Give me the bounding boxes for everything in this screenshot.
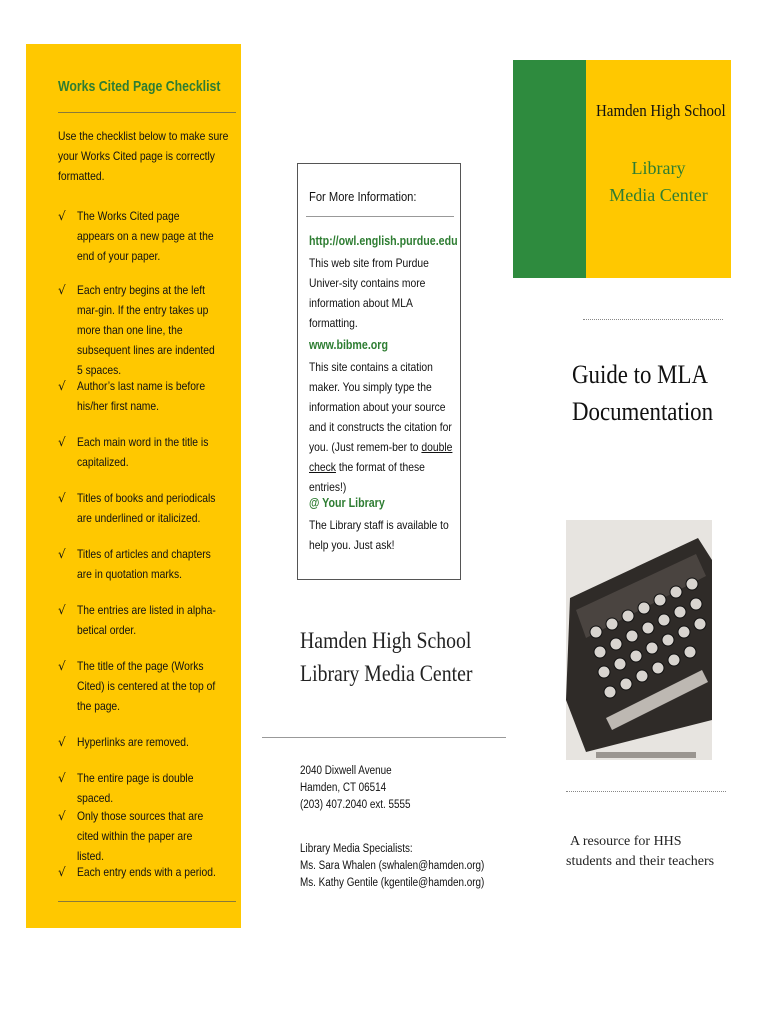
divider <box>262 737 506 738</box>
guide-title-line1: Guide to MLA <box>572 360 709 389</box>
bibme-text-part2: the format of these entries!) <box>309 460 425 494</box>
check-mark-icon: √ <box>58 283 66 297</box>
specialists-block <box>300 841 489 892</box>
school-name <box>300 624 489 690</box>
list-item-text: Titles of books and periodicals are underlined or italicized. <box>77 491 216 525</box>
double-check-text: double check <box>309 440 453 474</box>
info-title: For More Information: <box>309 189 417 204</box>
bibme-text-part1: This site contains a citation maker. You simply type the information about your source and it constructs the citation for you. (Just remem-ber to <box>309 360 452 454</box>
list-item-text: The entries are listed in alpha-betical order. <box>77 603 216 637</box>
specialist-gentile: Ms. Kathy Gentile (kgentile@hamden.org) <box>300 877 485 889</box>
list-item-text: Each entry begins at the left mar-gin. If the entry takes up more than one line, the subsequent lines are indented 5 spaces. <box>77 283 215 377</box>
check-mark-icon: √ <box>58 865 66 879</box>
specialist-whalen: Ms. Sara Whalen (swhalen@hamden.org) <box>300 860 485 872</box>
cover-media-center <box>586 155 731 209</box>
checklist-panel <box>26 44 241 928</box>
list-item-text: Titles of articles and chapters are in quotation marks. <box>77 547 211 581</box>
address-street: 2040 Dixwell Avenue <box>300 765 392 777</box>
resource-line1: A resource for HHS <box>570 834 682 849</box>
check-mark-icon: √ <box>58 603 66 617</box>
check-mark-icon: √ <box>58 435 66 449</box>
owl-link[interactable]: http://owl.english.purdue.edu <box>309 233 458 248</box>
list-item-text: Each entry ends with a period. <box>77 865 216 879</box>
check-mark-icon: √ <box>58 771 66 785</box>
typewriter-photo <box>566 520 712 760</box>
address-block <box>300 763 472 814</box>
checklist-title: Works Cited Page Checklist <box>58 78 221 95</box>
check-mark-icon: √ <box>58 735 66 749</box>
divider <box>58 901 236 902</box>
cover-green-block <box>513 60 586 278</box>
divider <box>566 791 726 792</box>
bibme-link[interactable]: www.bibme.org <box>309 337 388 352</box>
divider <box>58 112 236 113</box>
bibme-description <box>309 357 455 497</box>
your-library-link[interactable]: @ Your Library <box>309 495 385 510</box>
typewriter-illustration <box>566 520 712 760</box>
resource-tagline <box>566 832 726 872</box>
divider <box>583 319 723 320</box>
guide-title <box>572 356 730 430</box>
library-description: The Library staff is available to help you. Just ask! <box>309 518 449 552</box>
divider <box>306 216 454 217</box>
list-item-text: The Works Cited page appears on a new page at the end of your paper. <box>77 209 214 263</box>
resource-line2: students and their teachers <box>566 854 715 869</box>
address-city: Hamden, CT 06514 <box>300 782 387 794</box>
list-item-text: The title of the page (Works Cited) is centered at the top of the page. <box>77 659 216 713</box>
list-item-text: Each main word in the title is capitalized. <box>77 435 209 469</box>
list-item-text: Hyperlinks are removed. <box>77 735 189 749</box>
check-mark-icon: √ <box>58 809 66 823</box>
phone-number: (203) 407.2040 ext. 5555 <box>300 799 411 811</box>
check-mark-icon: √ <box>58 491 66 505</box>
school-name-line2: Library Media Center <box>300 661 473 686</box>
guide-title-line2: Documentation <box>572 397 714 426</box>
more-info-box <box>297 163 461 580</box>
check-mark-icon: √ <box>58 379 66 393</box>
list-item-text: Author’s last name is before his/her first name. <box>77 379 206 413</box>
list-item-text: Only those sources that are cited within the paper are listed. <box>77 809 204 863</box>
school-name-line1: Hamden High School <box>300 628 472 653</box>
checklist-intro: Use the checklist below to make sure your Works Cited page is correctly formatted. <box>58 129 229 183</box>
list-item-text: The entire page is double spaced. <box>77 771 194 805</box>
cover-lmc-line2: Media Center <box>609 185 708 205</box>
check-mark-icon: √ <box>58 659 66 673</box>
check-mark-icon: √ <box>58 547 66 561</box>
owl-description: This web site from Purdue Univer-sity contains more information about MLA formatting. <box>309 256 429 330</box>
cover-lmc-line1: Library <box>631 158 686 178</box>
specialists-label: Library Media Specialists: <box>300 843 413 855</box>
cover-school-name: Hamden High School <box>596 101 726 120</box>
check-mark-icon: √ <box>58 209 66 223</box>
